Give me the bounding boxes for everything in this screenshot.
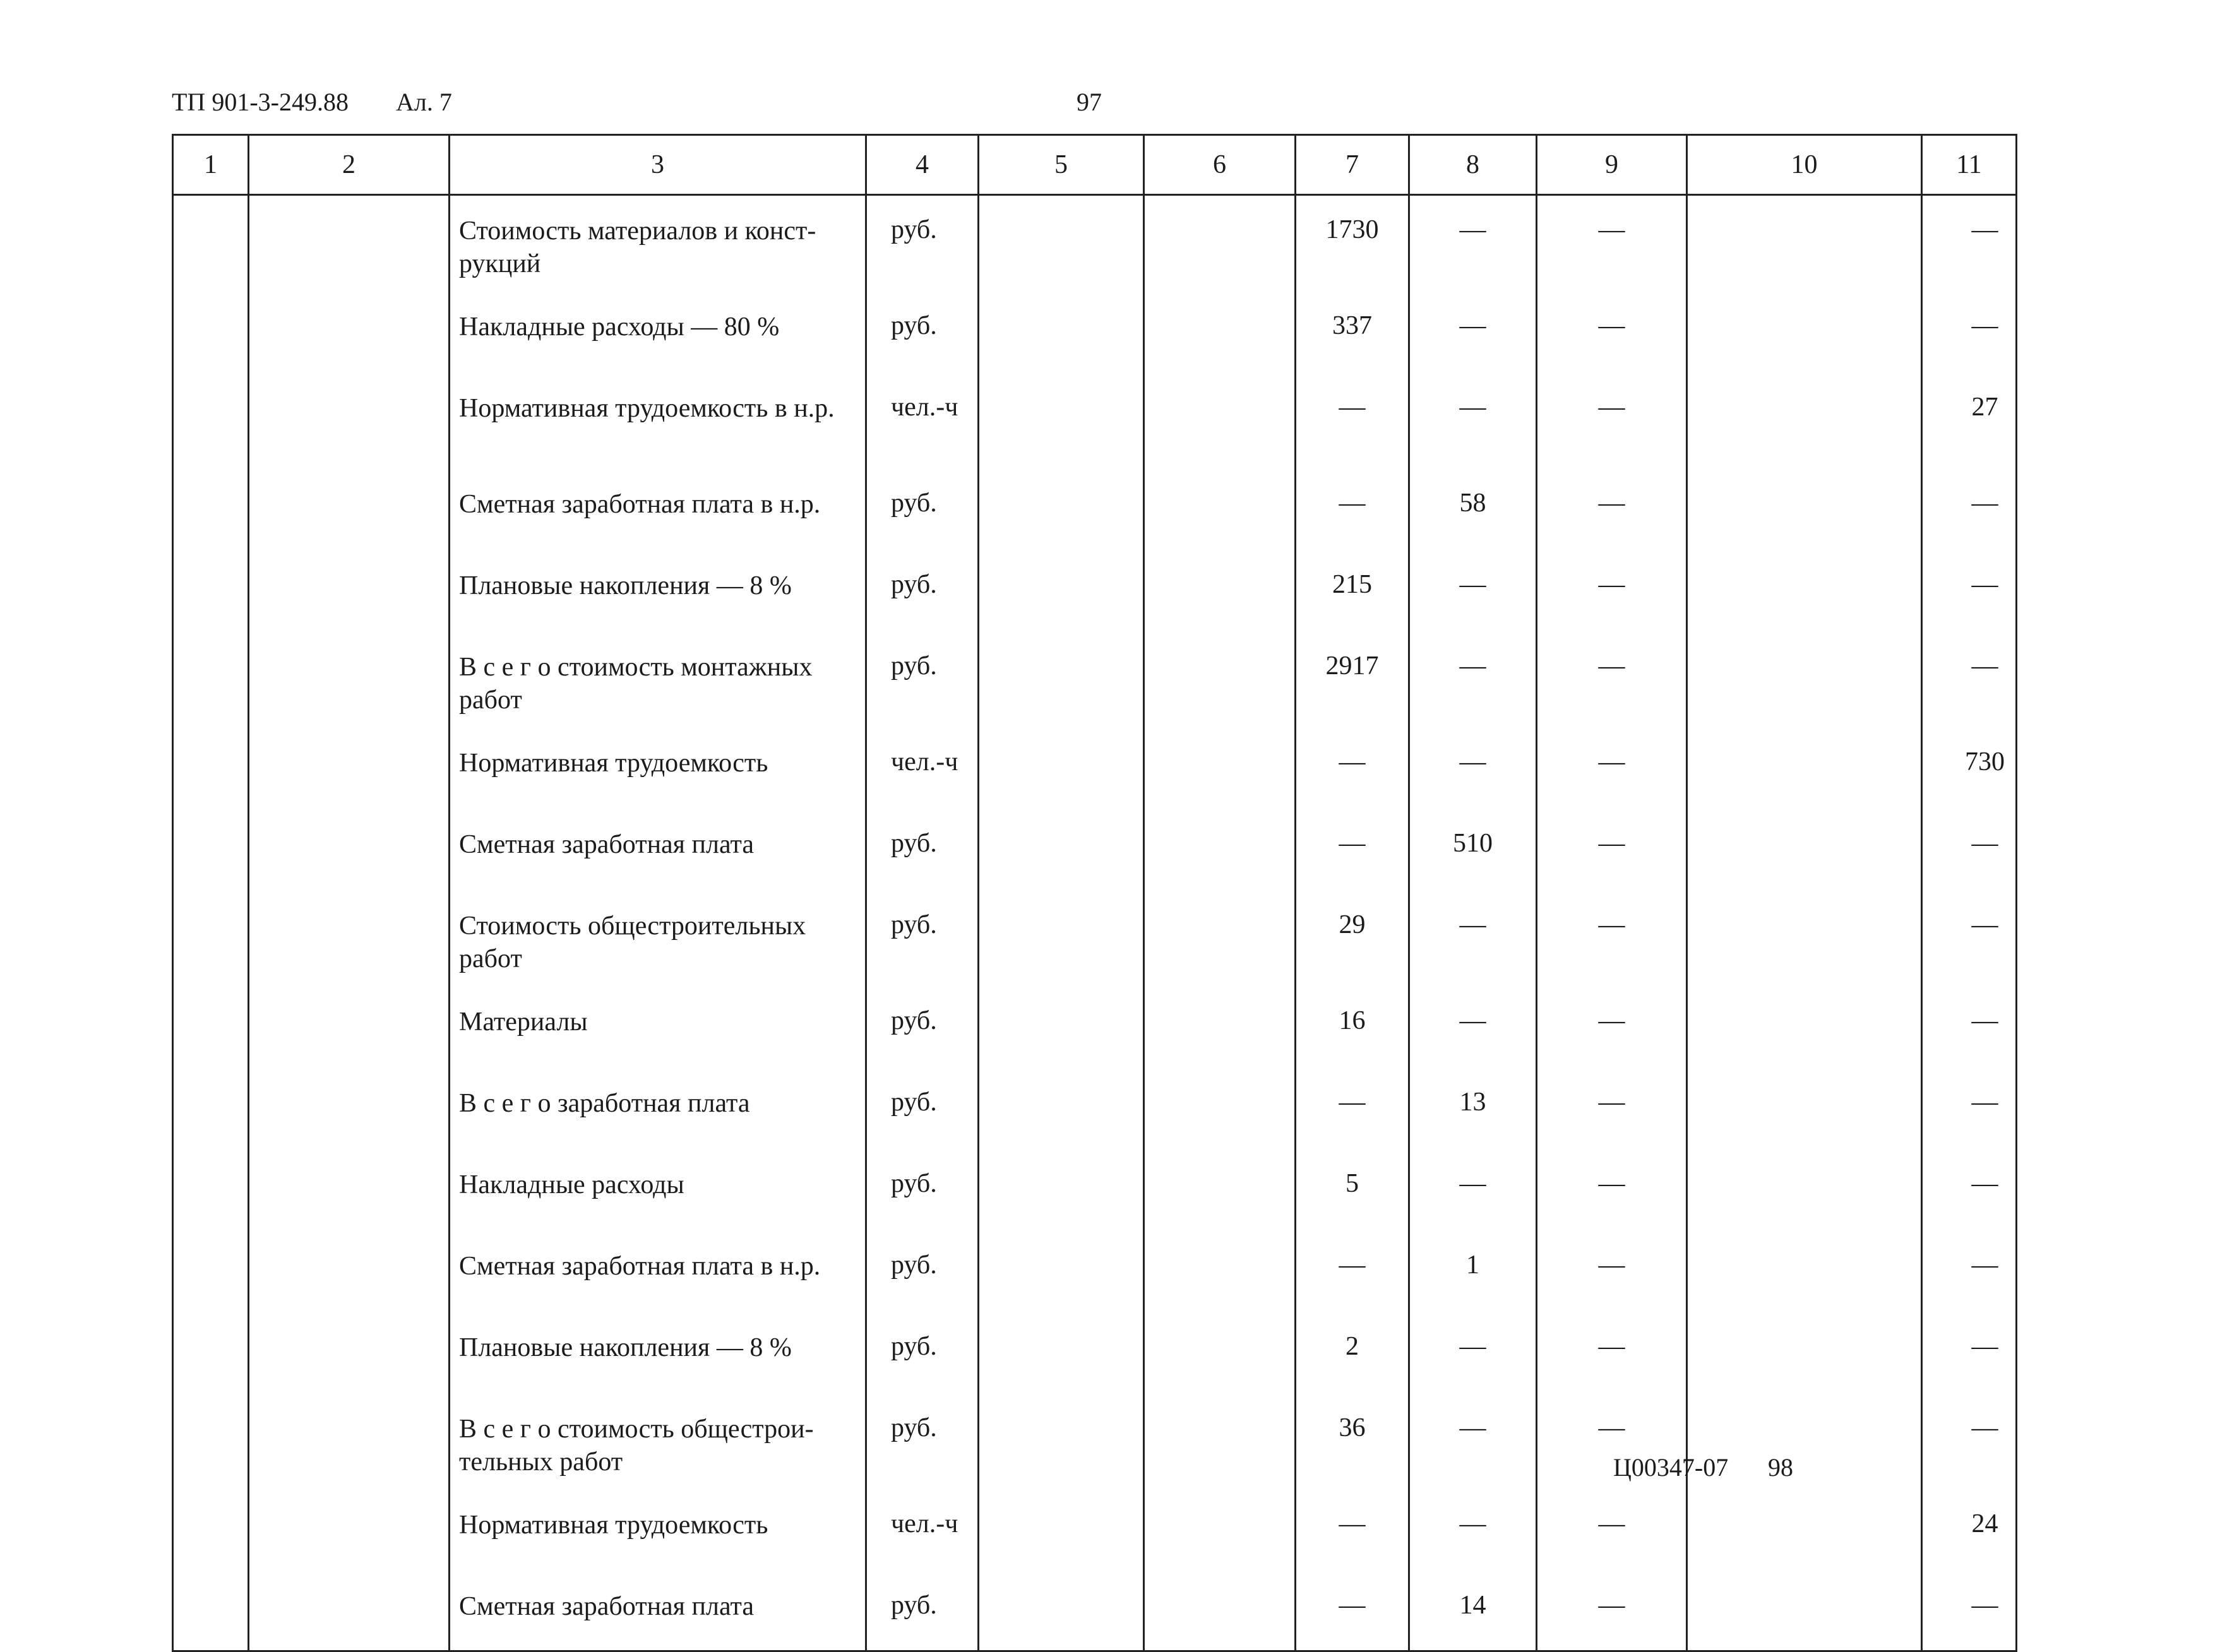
cell-col10 <box>1687 1150 1922 1231</box>
cell-col10 <box>1687 1571 1922 1651</box>
cell-col5 <box>979 373 1144 469</box>
row-value-col7: — <box>1296 809 1409 891</box>
row-value-col11: 24 <box>1922 1490 2017 1571</box>
row-unit: руб. <box>866 292 979 373</box>
cell-col2 <box>249 292 450 373</box>
row-value-col9: — <box>1537 1312 1687 1394</box>
row-value-col11: — <box>1922 1394 2017 1490</box>
cell-col1 <box>173 891 249 987</box>
cell-col2 <box>249 1394 450 1490</box>
table-row <box>173 891 2017 987</box>
row-value-col8: — <box>1409 1394 1537 1490</box>
cell-col6 <box>1144 195 1296 292</box>
row-value-col7: 2 <box>1296 1312 1409 1394</box>
cell-col5 <box>979 292 1144 373</box>
row-value-col8: — <box>1409 728 1537 809</box>
table-row <box>173 292 2017 373</box>
row-value-col7: — <box>1296 1490 1409 1571</box>
table-row <box>173 195 2017 292</box>
cell-col2 <box>249 987 450 1068</box>
row-value-col8: — <box>1409 1312 1537 1394</box>
col-header-11: 11 <box>1922 135 2017 195</box>
row-value-col9: — <box>1537 728 1687 809</box>
cell-col10 <box>1687 195 1922 292</box>
row-value-col7: — <box>1296 373 1409 469</box>
table-row <box>173 1312 2017 1394</box>
row-value-col11: — <box>1922 292 2017 373</box>
row-value-col11: — <box>1922 550 2017 632</box>
cell-col5 <box>979 1312 1144 1394</box>
row-description: Плановые накопления — 8 % <box>450 550 866 632</box>
cell-col10 <box>1687 373 1922 469</box>
cell-col2 <box>249 373 450 469</box>
row-value-col11: 27 <box>1922 373 2017 469</box>
table-row <box>173 1394 2017 1490</box>
row-unit: руб. <box>866 469 979 550</box>
cell-col2 <box>249 195 450 292</box>
cell-col10 <box>1687 1312 1922 1394</box>
row-value-col7: — <box>1296 1571 1409 1651</box>
sheet-label: Ал. 7 <box>396 88 452 116</box>
cell-col1 <box>173 1490 249 1571</box>
cell-col5 <box>979 728 1144 809</box>
col-header-9: 9 <box>1537 135 1687 195</box>
row-value-col8: — <box>1409 891 1537 987</box>
row-value-col9: — <box>1537 1394 1687 1490</box>
cell-col5 <box>979 1150 1144 1231</box>
cell-col1 <box>173 292 249 373</box>
cell-col5 <box>979 1490 1144 1571</box>
row-value-col11: — <box>1922 469 2017 550</box>
row-value-col8: — <box>1409 195 1537 292</box>
row-value-col11: — <box>1922 1312 2017 1394</box>
row-value-col8: 510 <box>1409 809 1537 891</box>
row-description: Плановые накопления — 8 % <box>450 1312 866 1394</box>
cell-col5 <box>979 195 1144 292</box>
cell-col6 <box>1144 891 1296 987</box>
row-unit: руб. <box>866 987 979 1068</box>
row-value-col9: — <box>1537 1068 1687 1150</box>
col-header-2: 2 <box>249 135 450 195</box>
cell-col6 <box>1144 1394 1296 1490</box>
row-value-col11: — <box>1922 891 2017 987</box>
cell-col1 <box>173 1312 249 1394</box>
cell-col1 <box>173 728 249 809</box>
cell-col6 <box>1144 292 1296 373</box>
row-description: Нормативная трудоемкость <box>450 1490 866 1571</box>
cell-col6 <box>1144 1150 1296 1231</box>
row-value-col7: 29 <box>1296 891 1409 987</box>
row-description: Сметная заработная плата в н.р. <box>450 1231 866 1312</box>
cell-col2 <box>249 1490 450 1571</box>
cell-col6 <box>1144 1231 1296 1312</box>
row-value-col11: 730 <box>1922 728 2017 809</box>
cell-col10 <box>1687 632 1922 728</box>
col-header-5: 5 <box>979 135 1144 195</box>
cost-table <box>172 134 2017 1652</box>
page-number: 97 <box>1077 88 1102 116</box>
cell-col10 <box>1687 550 1922 632</box>
row-value-col8: 13 <box>1409 1068 1537 1150</box>
cell-col5 <box>979 891 1144 987</box>
row-value-col9: — <box>1537 373 1687 469</box>
table-row <box>173 1150 2017 1231</box>
row-value-col7: 5 <box>1296 1150 1409 1231</box>
row-value-col7: — <box>1296 1068 1409 1150</box>
row-value-col7: — <box>1296 728 1409 809</box>
cell-col5 <box>979 632 1144 728</box>
row-unit: руб. <box>866 632 979 728</box>
row-value-col7: 1730 <box>1296 195 1409 292</box>
cell-col5 <box>979 809 1144 891</box>
row-value-col11: — <box>1922 1571 2017 1651</box>
row-unit: руб. <box>866 550 979 632</box>
cell-col2 <box>249 728 450 809</box>
cell-col6 <box>1144 1490 1296 1571</box>
cell-col6 <box>1144 632 1296 728</box>
table-row <box>173 1490 2017 1571</box>
cell-col2 <box>249 891 450 987</box>
cell-col6 <box>1144 373 1296 469</box>
document-code: ТП 901-3-249.88 <box>172 88 349 116</box>
row-value-col8: — <box>1409 373 1537 469</box>
row-value-col11: — <box>1922 809 2017 891</box>
cell-col10 <box>1687 728 1922 809</box>
cell-col2 <box>249 1571 450 1651</box>
cell-col2 <box>249 1150 450 1231</box>
cell-col1 <box>173 195 249 292</box>
row-value-col7: 337 <box>1296 292 1409 373</box>
cell-col1 <box>173 1068 249 1150</box>
row-value-col7: — <box>1296 1231 1409 1312</box>
row-value-col11: — <box>1922 195 2017 292</box>
row-description: Нормативная трудоемкость в н.р. <box>450 373 866 469</box>
row-unit: руб. <box>866 1150 979 1231</box>
cell-col1 <box>173 987 249 1068</box>
row-unit: чел.-ч <box>866 1490 979 1571</box>
row-value-col8: — <box>1409 632 1537 728</box>
row-description: Стоимость материалов и конструкций <box>450 195 866 292</box>
row-value-col9: — <box>1537 809 1687 891</box>
col-header-1: 1 <box>173 135 249 195</box>
cell-col10 <box>1687 1068 1922 1150</box>
row-unit: руб. <box>866 1312 979 1394</box>
table-row <box>173 373 2017 469</box>
cell-col5 <box>979 1068 1144 1150</box>
table-row <box>173 550 2017 632</box>
cell-col5 <box>979 1394 1144 1490</box>
table-row <box>173 1571 2017 1651</box>
cell-col2 <box>249 550 450 632</box>
cell-col2 <box>249 469 450 550</box>
col-header-8: 8 <box>1409 135 1537 195</box>
row-unit: руб. <box>866 1231 979 1312</box>
row-unit: руб. <box>866 809 979 891</box>
row-value-col8: 1 <box>1409 1231 1537 1312</box>
cell-col10 <box>1687 987 1922 1068</box>
row-unit: руб. <box>866 1571 979 1651</box>
row-value-col9: — <box>1537 891 1687 987</box>
row-value-col11: — <box>1922 987 2017 1068</box>
table-row <box>173 469 2017 550</box>
cell-col6 <box>1144 1571 1296 1651</box>
row-unit: руб. <box>866 195 979 292</box>
column-number-row <box>173 135 2017 195</box>
cell-col1 <box>173 632 249 728</box>
row-value-col9: — <box>1537 292 1687 373</box>
row-value-col7: — <box>1296 469 1409 550</box>
cell-col2 <box>249 632 450 728</box>
cell-col1 <box>173 550 249 632</box>
row-value-col7: 2917 <box>1296 632 1409 728</box>
cell-col2 <box>249 1312 450 1394</box>
row-value-col9: — <box>1537 1571 1687 1651</box>
row-description: Накладные расходы <box>450 1150 866 1231</box>
cell-col2 <box>249 1068 450 1150</box>
row-unit: руб. <box>866 1394 979 1490</box>
row-description: В с е г о стоимость общестроительных работ <box>450 1394 866 1490</box>
col-header-4: 4 <box>866 135 979 195</box>
cell-col6 <box>1144 469 1296 550</box>
row-value-col9: — <box>1537 1490 1687 1571</box>
cell-col5 <box>979 469 1144 550</box>
cell-col2 <box>249 809 450 891</box>
footer-code: Ц00347-07 <box>1613 1453 1729 1482</box>
cell-col1 <box>173 373 249 469</box>
row-value-col8: 14 <box>1409 1571 1537 1651</box>
cell-col10 <box>1687 292 1922 373</box>
row-unit: руб. <box>866 1068 979 1150</box>
table-row <box>173 809 2017 891</box>
row-description: Сметная заработная плата в н.р. <box>450 469 866 550</box>
cell-col5 <box>979 550 1144 632</box>
cell-col6 <box>1144 1068 1296 1150</box>
col-header-6: 6 <box>1144 135 1296 195</box>
row-value-col9: — <box>1537 987 1687 1068</box>
cell-col6 <box>1144 728 1296 809</box>
row-unit: руб. <box>866 891 979 987</box>
table-row <box>173 987 2017 1068</box>
row-value-col8: — <box>1409 987 1537 1068</box>
cell-col10 <box>1687 891 1922 987</box>
row-value-col11: — <box>1922 1150 2017 1231</box>
col-header-7: 7 <box>1296 135 1409 195</box>
row-description: Стоимость общестроительных работ <box>450 891 866 987</box>
row-description: Материалы <box>450 987 866 1068</box>
row-value-col11: — <box>1922 632 2017 728</box>
cell-col5 <box>979 1231 1144 1312</box>
row-value-col11: — <box>1922 1231 2017 1312</box>
cell-col10 <box>1687 1231 1922 1312</box>
row-value-col9: — <box>1537 1231 1687 1312</box>
row-value-col9: — <box>1537 550 1687 632</box>
row-value-col7: 16 <box>1296 987 1409 1068</box>
cell-col6 <box>1144 987 1296 1068</box>
cell-col5 <box>979 987 1144 1068</box>
cell-col1 <box>173 1571 249 1651</box>
cell-col10 <box>1687 469 1922 550</box>
row-value-col7: 36 <box>1296 1394 1409 1490</box>
cell-col1 <box>173 1231 249 1312</box>
row-unit: чел.-ч <box>866 373 979 469</box>
cell-col6 <box>1144 550 1296 632</box>
row-description: Нормативная трудоемкость <box>450 728 866 809</box>
table-row <box>173 1231 2017 1312</box>
col-header-3: 3 <box>450 135 866 195</box>
footer-page: 98 <box>1768 1453 1793 1482</box>
cell-col6 <box>1144 1312 1296 1394</box>
row-value-col11: — <box>1922 1068 2017 1150</box>
row-description: Сметная заработная плата <box>450 1571 866 1651</box>
cell-col1 <box>173 809 249 891</box>
row-value-col7: 215 <box>1296 550 1409 632</box>
cell-col10 <box>1687 1490 1922 1571</box>
row-description: В с е г о стоимость монтажных работ <box>450 632 866 728</box>
row-description: Накладные расходы — 80 % <box>450 292 866 373</box>
table-row <box>173 728 2017 809</box>
row-value-col9: — <box>1537 1150 1687 1231</box>
row-description: Сметная заработная плата <box>450 809 866 891</box>
row-value-col8: — <box>1409 1490 1537 1571</box>
table-row <box>173 632 2017 728</box>
row-description: В с е г о заработная плата <box>450 1068 866 1150</box>
col-header-10: 10 <box>1687 135 1922 195</box>
row-unit: чел.-ч <box>866 728 979 809</box>
row-value-col8: — <box>1409 292 1537 373</box>
cell-col10 <box>1687 809 1922 891</box>
row-value-col9: — <box>1537 469 1687 550</box>
cell-col1 <box>173 1150 249 1231</box>
row-value-col8: — <box>1409 550 1537 632</box>
row-value-col8: — <box>1409 1150 1537 1231</box>
cell-col1 <box>173 1394 249 1490</box>
row-value-col8: 58 <box>1409 469 1537 550</box>
row-value-col9: — <box>1537 195 1687 292</box>
cell-col2 <box>249 1231 450 1312</box>
table-row <box>173 1068 2017 1150</box>
cell-col6 <box>1144 809 1296 891</box>
cell-col1 <box>173 469 249 550</box>
row-value-col9: — <box>1537 632 1687 728</box>
cell-col5 <box>979 1571 1144 1651</box>
